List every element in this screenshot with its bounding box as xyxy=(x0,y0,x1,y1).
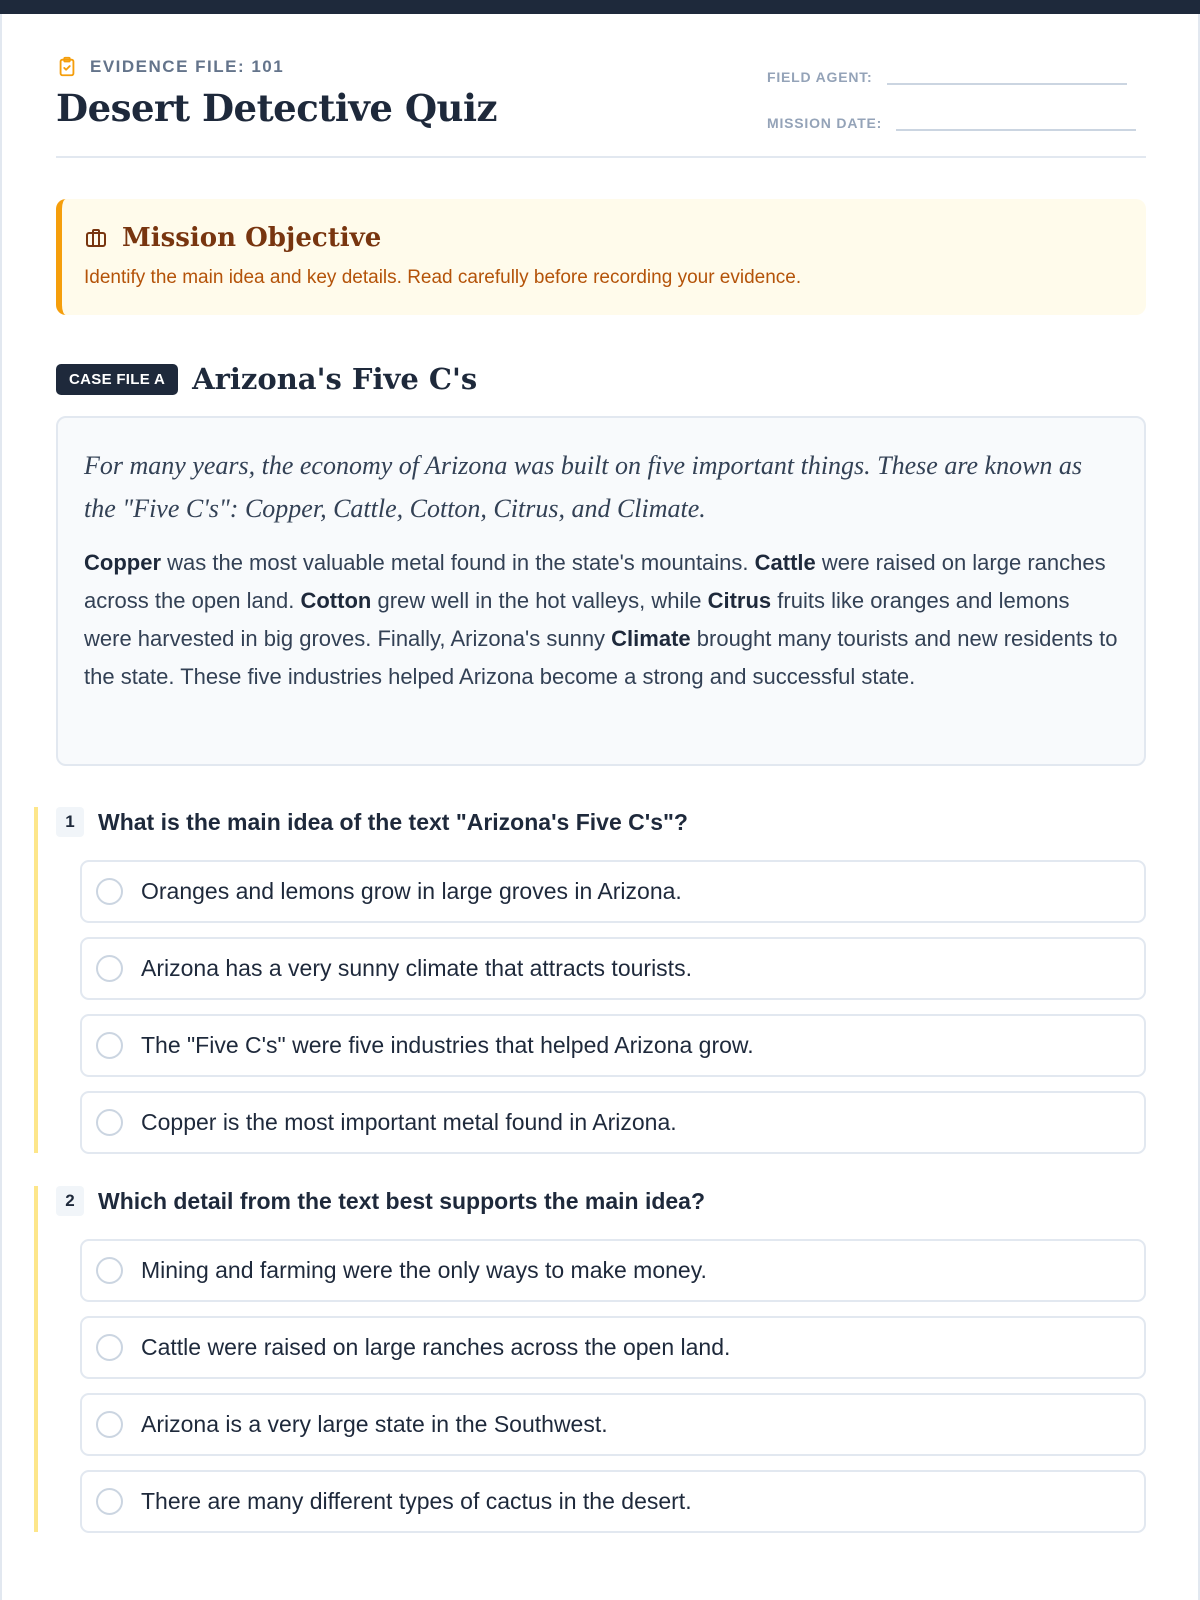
passage-text: brought many tourists and new residents to the state. These five industries helped Arizona become a strong and successful state. xyxy=(84,626,1118,689)
mission-date-label: MISSION DATE: xyxy=(767,115,883,131)
passage-body xyxy=(84,544,1118,696)
keyword-cattle: Cattle xyxy=(754,550,816,575)
answer-option[interactable] xyxy=(80,937,1146,1000)
page-title: Desert Detective Quiz xyxy=(56,86,498,130)
question-text: What is the main idea of the text "Arizona's Five C's"? xyxy=(98,808,688,835)
answer-option[interactable] xyxy=(80,1393,1146,1456)
passage-text: were raised on large ranches across the open land. xyxy=(84,550,1106,613)
radio-button[interactable] xyxy=(96,1411,123,1438)
answer-option[interactable] xyxy=(80,860,1146,923)
field-agent-input[interactable] xyxy=(887,65,1127,85)
option-text: Copper is the most important metal found in Arizona. xyxy=(141,1109,677,1135)
keyword-climate: Climate xyxy=(611,626,691,651)
answer-options xyxy=(80,1239,1146,1547)
radio-button[interactable] xyxy=(96,1488,123,1515)
mission-date-input[interactable] xyxy=(896,111,1136,131)
passage-text: fruits like oranges and lemons were harvested in big groves. Finally, Arizona's sunny xyxy=(84,588,1070,651)
radio-button[interactable] xyxy=(96,1109,123,1136)
option-text: Oranges and lemons grow in large groves in Arizona. xyxy=(141,878,682,904)
passage-intro: For many years, the economy of Arizona was built on five important things. These are known as the "Five C's": Copper, Cattle, Cotton, Citrus, and Climate. xyxy=(84,451,1083,523)
radio-button[interactable] xyxy=(96,1334,123,1361)
option-text: There are many different types of cactus in the desert. xyxy=(141,1488,692,1514)
radio-button[interactable] xyxy=(96,878,123,905)
mission-heading xyxy=(84,223,381,253)
question-heading xyxy=(56,1186,705,1216)
option-text: Arizona has a very sunny climate that attracts tourists. xyxy=(141,955,692,981)
option-text: Arizona is a very large state in the Southwest. xyxy=(141,1411,608,1437)
option-text: Mining and farming were the only ways to make money. xyxy=(141,1257,707,1283)
frame-border-left xyxy=(0,14,2,1600)
clipboard-check-icon xyxy=(56,56,78,78)
case-file-heading xyxy=(56,362,477,396)
question-1 xyxy=(34,807,1146,1153)
option-text: The "Five C's" were five industries that helped Arizona grow. xyxy=(141,1032,754,1058)
radio-button[interactable] xyxy=(96,955,123,982)
field-agent xyxy=(767,65,1127,85)
answer-option[interactable] xyxy=(80,1239,1146,1302)
option-text: Cattle were raised on large ranches across the open land. xyxy=(141,1334,731,1360)
answer-option[interactable] xyxy=(80,1316,1146,1379)
radio-button[interactable] xyxy=(96,1257,123,1284)
case-file-title: Arizona's Five C's xyxy=(192,362,478,396)
keyword-copper: Copper xyxy=(84,550,161,575)
question-2 xyxy=(34,1186,1146,1532)
top-bar xyxy=(0,0,1200,14)
case-file-badge: CASE FILE A xyxy=(56,364,178,395)
question-number: 1 xyxy=(56,807,84,837)
worksheet-header xyxy=(56,14,1146,158)
mission-title: Mission Objective xyxy=(122,223,382,253)
evidence-file-text: EVIDENCE FILE: 101 xyxy=(90,57,285,76)
passage-text: was the most valuable metal found in the state's mountains. xyxy=(161,550,755,575)
answer-option[interactable] xyxy=(80,1091,1146,1154)
mission-text: Identify the main idea and key details. Read carefully before recording your evidence. xyxy=(84,267,802,288)
question-text: Which detail from the text best supports the main idea? xyxy=(98,1187,706,1214)
answer-option[interactable] xyxy=(80,1014,1146,1077)
answer-option[interactable] xyxy=(80,1470,1146,1533)
keyword-cotton: Cotton xyxy=(300,588,372,613)
radio-button[interactable] xyxy=(96,1032,123,1059)
field-agent-label: FIELD AGENT: xyxy=(767,69,873,85)
mission-date xyxy=(767,111,1136,131)
answer-options xyxy=(80,860,1146,1168)
question-heading xyxy=(56,807,688,837)
mission-objective-box xyxy=(56,199,1146,315)
evidence-file-label xyxy=(56,56,284,78)
passage-text: grew well in the hot valleys, while xyxy=(371,588,708,613)
question-number: 2 xyxy=(56,1186,84,1216)
worksheet-page xyxy=(56,14,1146,1514)
reading-passage xyxy=(56,416,1146,766)
keyword-citrus: Citrus xyxy=(707,588,772,613)
briefcase-icon xyxy=(84,226,108,250)
